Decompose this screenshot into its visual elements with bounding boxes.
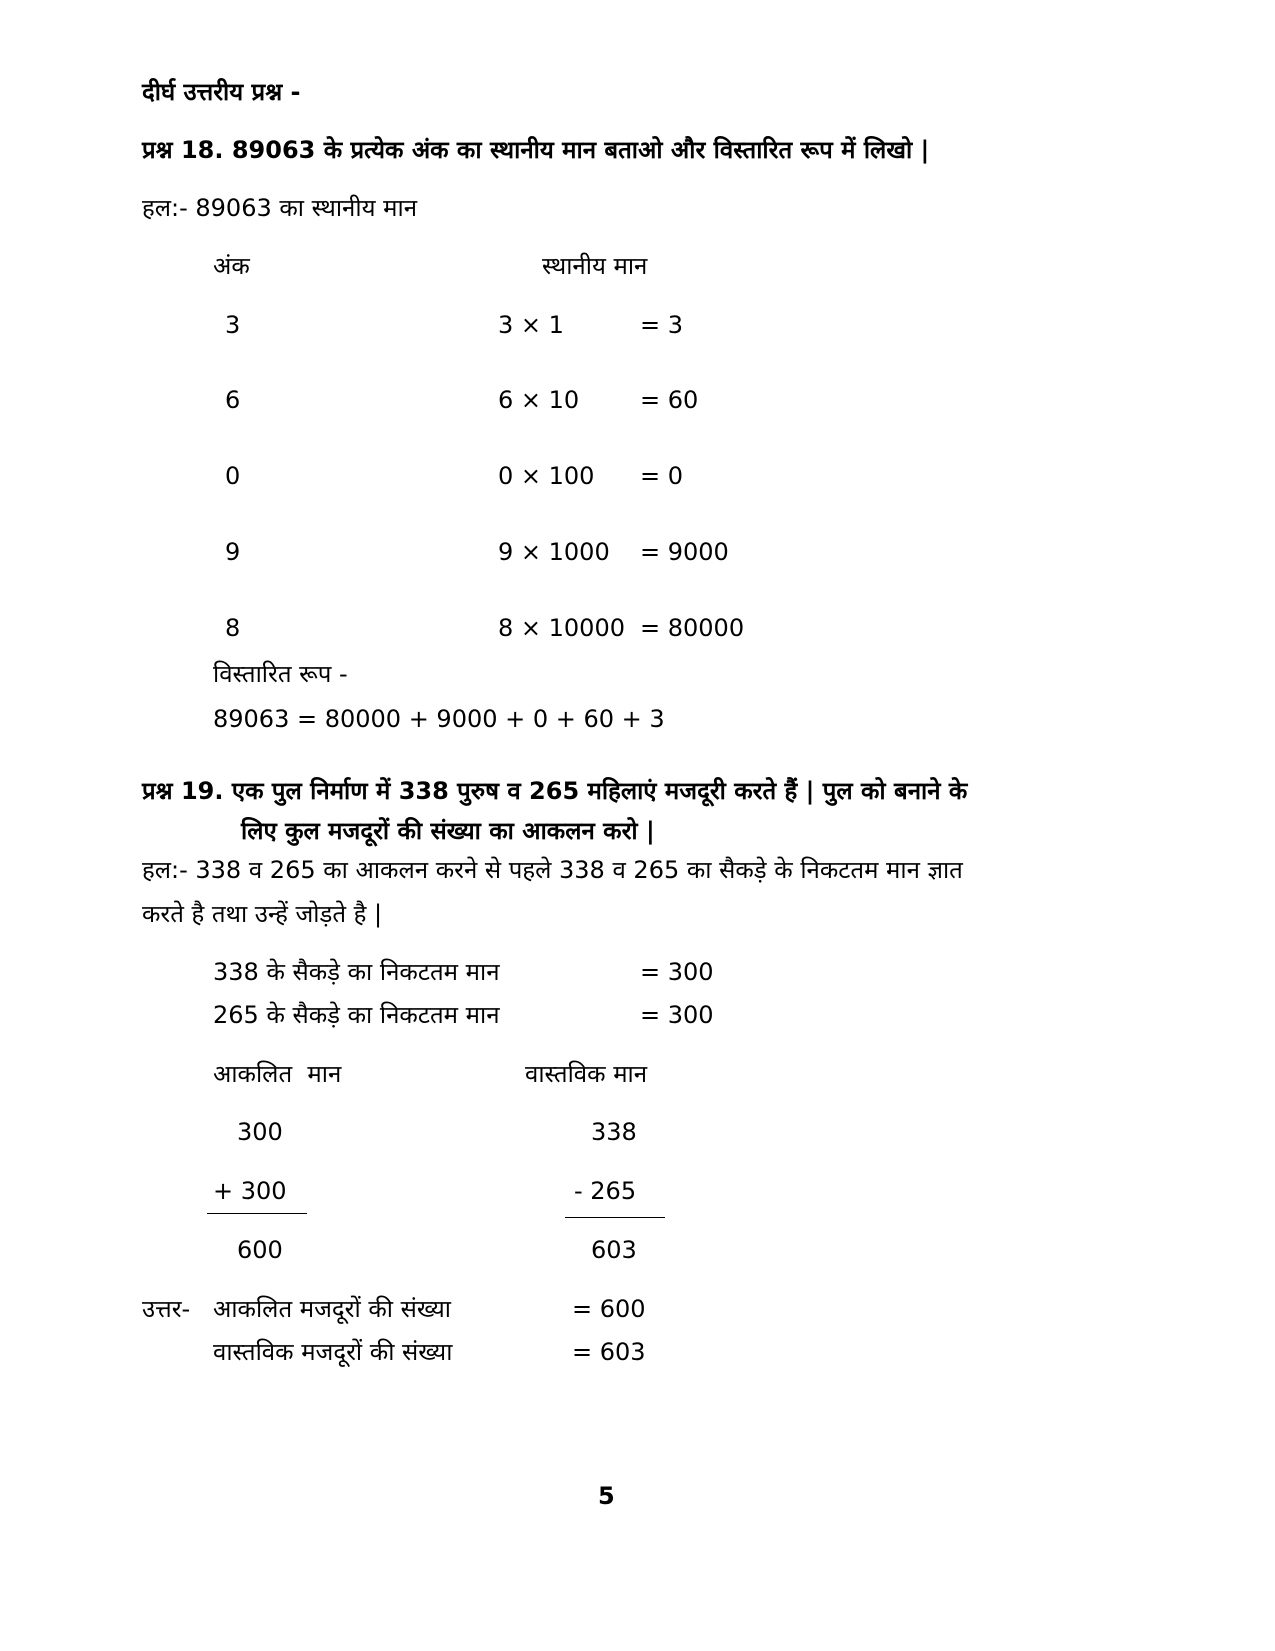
q18-row-expr: 8 × 10000 xyxy=(498,614,625,642)
question-19-line1: प्रश्न 19. एक पुल निर्माण में 338 पुरुष व 265 महिलाएं मजदूरी करते हैं | पुल को बनाने के xyxy=(142,777,968,805)
q19-act-sum: 603 xyxy=(591,1236,637,1264)
question-18: प्रश्न 18. 89063 के प्रत्येक अंक का स्थानीय मान बताओ और विस्तारित रूप में लिखो | xyxy=(142,136,930,164)
q18-row-result: = 9000 xyxy=(640,538,729,566)
q18-row-result: = 3 xyxy=(640,311,684,339)
q18-row-expr: 3 × 1 xyxy=(498,311,564,339)
q18-row-digit: 6 xyxy=(225,386,241,414)
q18-row-result: = 60 xyxy=(640,386,699,414)
estimated-sum-rule xyxy=(207,1213,307,1214)
q19-solution-line1: हल:- 338 व 265 का आकलन करने से पहले 338 व 265 का सैकड़े के निकटतम मान ज्ञात xyxy=(142,856,963,884)
q19-est-b: + 300 xyxy=(213,1177,287,1205)
page-number: 5 xyxy=(598,1482,615,1510)
q19-solution-line2: करते है तथा उन्हें जोड़ते है | xyxy=(142,900,383,928)
q18-col-place-value: स्थानीय मान xyxy=(542,252,648,280)
question-19-line2: लिए कुल मजदूरों की संख्या का आकलन करो | xyxy=(241,817,655,845)
q19-est-a: 300 xyxy=(237,1118,283,1146)
answer2-label: वास्तविक मजदूरों की संख्या xyxy=(213,1338,453,1366)
q18-row-digit: 3 xyxy=(225,311,241,339)
q19-col-estimated: आकलित मान xyxy=(213,1060,342,1088)
answer1-value: = 600 xyxy=(572,1295,646,1323)
q18-row-expr: 9 × 1000 xyxy=(498,538,610,566)
q19-act-b: - 265 xyxy=(574,1177,637,1205)
q19-round1-label: 338 के सैकड़े का निकटतम मान xyxy=(213,958,500,986)
q18-row-digit: 9 xyxy=(225,538,241,566)
q18-solution-intro: हल:- 89063 का स्थानीय मान xyxy=(142,194,418,222)
answer2-value: = 603 xyxy=(572,1338,646,1366)
actual-sum-rule xyxy=(565,1217,665,1218)
q19-round2-value: = 300 xyxy=(640,1001,714,1029)
q18-row-result: = 80000 xyxy=(640,614,745,642)
q19-est-sum: 600 xyxy=(237,1236,283,1264)
answer1-label: आकलित मजदूरों की संख्या xyxy=(213,1295,451,1323)
q18-row-expr: 0 × 100 xyxy=(498,462,595,490)
q18-row-result: = 0 xyxy=(640,462,684,490)
q19-round1-value: = 300 xyxy=(640,958,714,986)
q19-round2-label: 265 के सैकड़े का निकटतम मान xyxy=(213,1001,500,1029)
section-heading: दीर्घ उत्तरीय प्रश्न - xyxy=(142,78,301,106)
q18-row-digit: 8 xyxy=(225,614,241,642)
q18-row-digit: 0 xyxy=(225,462,241,490)
q18-col-digit: अंक xyxy=(213,252,250,280)
q19-col-actual: वास्तविक मान xyxy=(525,1060,648,1088)
q18-expanded-form: 89063 = 80000 + 9000 + 0 + 60 + 3 xyxy=(213,705,665,733)
q18-expanded-label: विस्तारित रूप - xyxy=(213,660,348,688)
q18-row-expr: 6 × 10 xyxy=(498,386,580,414)
answer-prefix: उत्तर- xyxy=(142,1295,191,1323)
q19-act-a: 338 xyxy=(591,1118,637,1146)
